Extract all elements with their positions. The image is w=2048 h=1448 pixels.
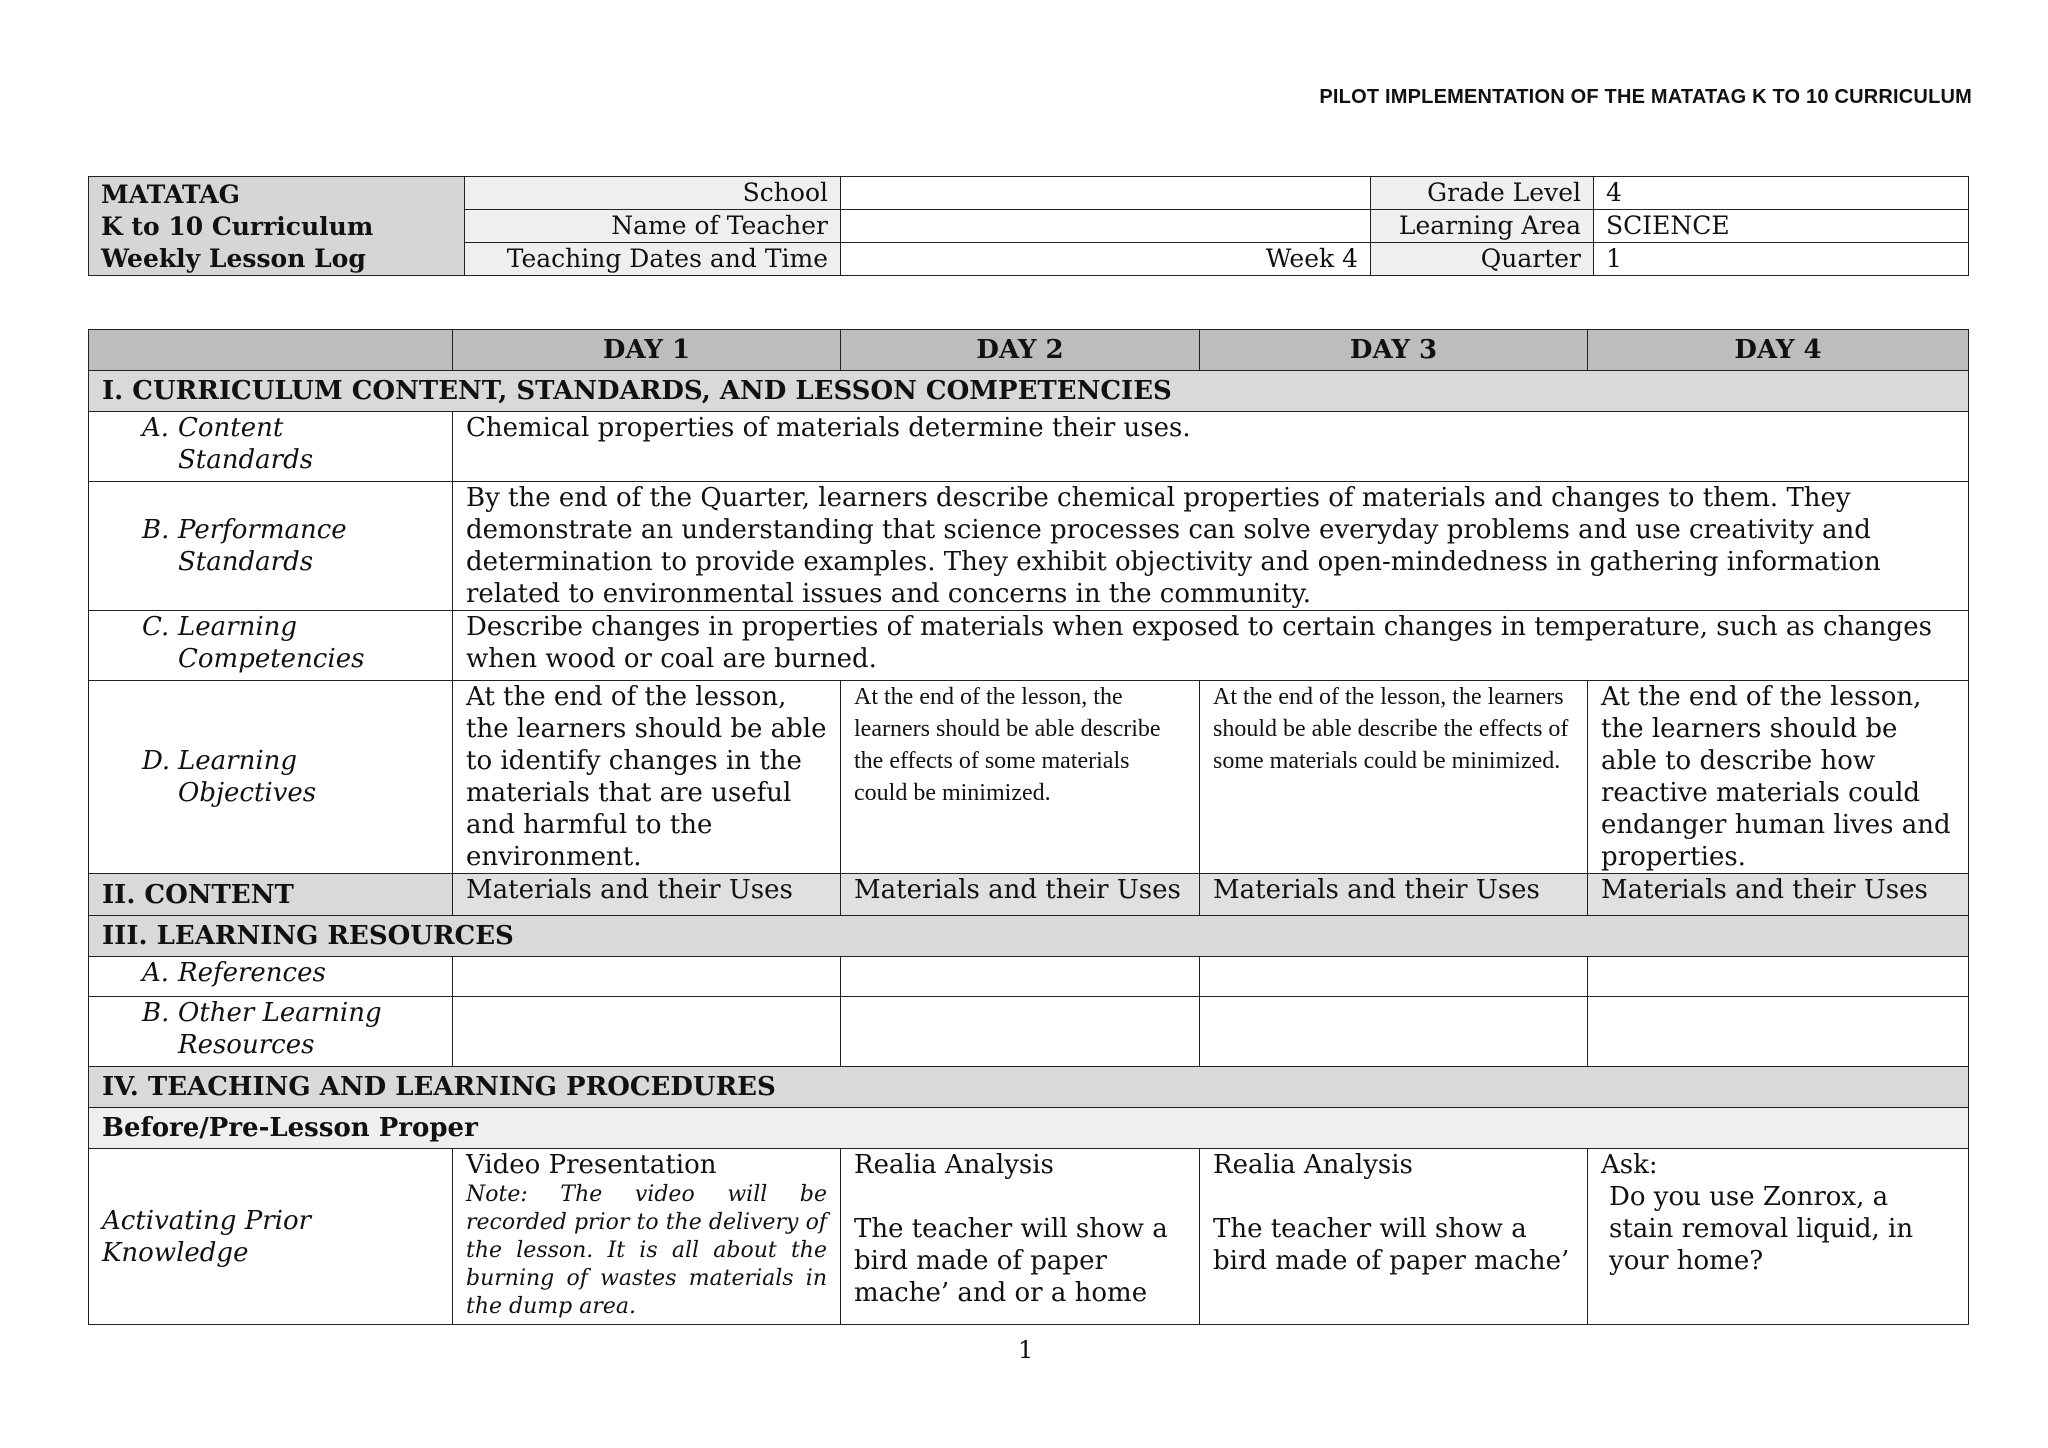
activity-title: Ask: <box>1601 1150 1658 1180</box>
performance-standards-text: By the end of the Quarter, learners describe chemical properties of materials and changes to them. They demonstrate an understanding that science processes can solve everyday problems and use creativity and determination to provide examples. They exhibit objectivity and open-mindedness in gathering information related to environmental issues and concerns in the community. <box>453 482 1969 611</box>
day-2-header: DAY 2 <box>841 330 1200 371</box>
quarter-label: Quarter <box>1371 243 1594 276</box>
activity-text: The teacher will show a bird made of paper mache’ <box>1213 1214 1570 1276</box>
section-3-title: III. LEARNING RESOURCES <box>89 916 1969 957</box>
section-2-title: II. CONTENT <box>89 874 453 916</box>
learning-competencies-label <box>89 611 453 681</box>
title-line-3: Weekly Lesson Log <box>101 244 366 273</box>
row-letter: C. <box>142 612 170 642</box>
learning-objectives-label <box>89 681 453 874</box>
grade-level-value: 4 <box>1594 177 1969 210</box>
activity-text: The teacher will show a bird made of paper mache’ and or a home <box>854 1214 1168 1308</box>
content-day-1: Materials and their Uses <box>453 874 841 916</box>
activity-title: Realia Analysis <box>854 1150 1054 1180</box>
row-letter: A. <box>142 413 170 443</box>
references-day-4 <box>1588 957 1969 997</box>
content-day-4: Materials and their Uses <box>1588 874 1969 916</box>
page-header-title: PILOT IMPLEMENTATION OF THE MATATAG K TO 10 CURRICULUM <box>1319 86 1972 108</box>
row-label-line-1: Learning <box>178 612 298 642</box>
row-label-line-1: References <box>178 958 326 988</box>
row-letter: A. <box>142 958 170 988</box>
row-label-line-2: Standards <box>178 547 314 577</box>
learning-area-label: Learning Area <box>1371 210 1594 243</box>
activity-text: Do you use Zonrox, a stain removal liquid, in your home? <box>1609 1182 1914 1276</box>
header-empty-cell <box>89 330 453 371</box>
row-label-line-2: Objectives <box>178 778 317 808</box>
section-1-title: I. CURRICULUM CONTENT, STANDARDS, AND LESSON COMPETENCIES <box>89 371 1969 412</box>
lesson-log-info-table <box>88 176 1969 276</box>
other-resources-day-4 <box>1588 997 1969 1067</box>
teacher-label: Name of Teacher <box>465 210 841 243</box>
lesson-log-title <box>89 177 465 276</box>
school-value <box>841 177 1371 210</box>
lesson-plan-table <box>88 329 1969 1325</box>
objectives-day-4: At the end of the lesson, the learners should be able to describe how reactive materials could endanger human lives and properties. <box>1588 681 1969 874</box>
teaching-dates-value: Week 4 <box>841 243 1371 276</box>
activity-title: Realia Analysis <box>1213 1150 1413 1180</box>
row-letter: B. <box>142 998 170 1028</box>
references-day-2 <box>841 957 1200 997</box>
content-standards-label <box>89 412 453 482</box>
activating-day-4 <box>1588 1149 1969 1325</box>
row-label-line-1: Content <box>178 413 284 443</box>
row-label-line-1: Activating Prior <box>102 1205 312 1236</box>
row-label-line-2: Standards <box>178 445 314 475</box>
content-standards-text: Chemical properties of materials determine their uses. <box>453 412 1969 482</box>
grade-level-label: Grade Level <box>1371 177 1594 210</box>
day-4-header: DAY 4 <box>1588 330 1969 371</box>
objectives-day-1: At the end of the lesson, the learners should be able to identify changes in the materials that are useful and harmful to the environment. <box>453 681 841 874</box>
row-label-line-1: Other Learning <box>178 998 382 1028</box>
other-resources-label <box>89 997 453 1067</box>
references-day-1 <box>453 957 841 997</box>
performance-standards-label <box>89 482 453 611</box>
activating-day-1 <box>453 1149 841 1325</box>
learning-competencies-text: Describe changes in properties of materials when exposed to certain changes in temperature, such as changes when wood or coal are burned. <box>453 611 1969 681</box>
row-label-line-1: Performance <box>178 515 347 545</box>
other-resources-day-2 <box>841 997 1200 1067</box>
school-label: School <box>465 177 841 210</box>
row-label-line-2: Competencies <box>178 644 365 674</box>
row-letter: D. <box>142 746 171 776</box>
references-label <box>89 957 453 997</box>
row-label-line-1: Learning <box>178 746 298 776</box>
activating-day-2 <box>841 1149 1200 1325</box>
day-1-header: DAY 1 <box>453 330 841 371</box>
content-day-3: Materials and their Uses <box>1200 874 1588 916</box>
row-letter: B. <box>142 515 170 545</box>
pre-lesson-subsection: Before/Pre-Lesson Proper <box>89 1108 1969 1149</box>
activating-day-3 <box>1200 1149 1588 1325</box>
references-day-3 <box>1200 957 1588 997</box>
learning-area-value: SCIENCE <box>1594 210 1969 243</box>
other-resources-day-1 <box>453 997 841 1067</box>
teacher-value <box>841 210 1371 243</box>
day-3-header: DAY 3 <box>1200 330 1588 371</box>
objectives-day-2: At the end of the lesson, the learners should be able describe the effects of some materials could be minimized. <box>841 681 1200 874</box>
activating-prior-knowledge-label <box>89 1149 453 1325</box>
row-label-line-2: Knowledge <box>102 1237 249 1268</box>
activity-note: Note: The video will be recorded prior to the delivery of the lesson. It is all about the burning of wastes materials in the dump area. <box>466 1182 827 1319</box>
title-line-1: MATATAG <box>101 180 240 209</box>
quarter-value: 1 <box>1594 243 1969 276</box>
teaching-dates-label: Teaching Dates and Time <box>465 243 841 276</box>
content-day-2: Materials and their Uses <box>841 874 1200 916</box>
activity-title: Video Presentation <box>466 1150 717 1180</box>
section-4-title: IV. TEACHING AND LEARNING PROCEDURES <box>89 1067 1969 1108</box>
other-resources-day-3 <box>1200 997 1588 1067</box>
page-number: 1 <box>1018 1336 1034 1364</box>
title-line-2: K to 10 Curriculum <box>101 212 374 241</box>
objectives-day-3: At the end of the lesson, the learners should be able describe the effects of some materials could be minimized. <box>1200 681 1588 874</box>
row-label-line-2: Resources <box>178 1030 315 1060</box>
